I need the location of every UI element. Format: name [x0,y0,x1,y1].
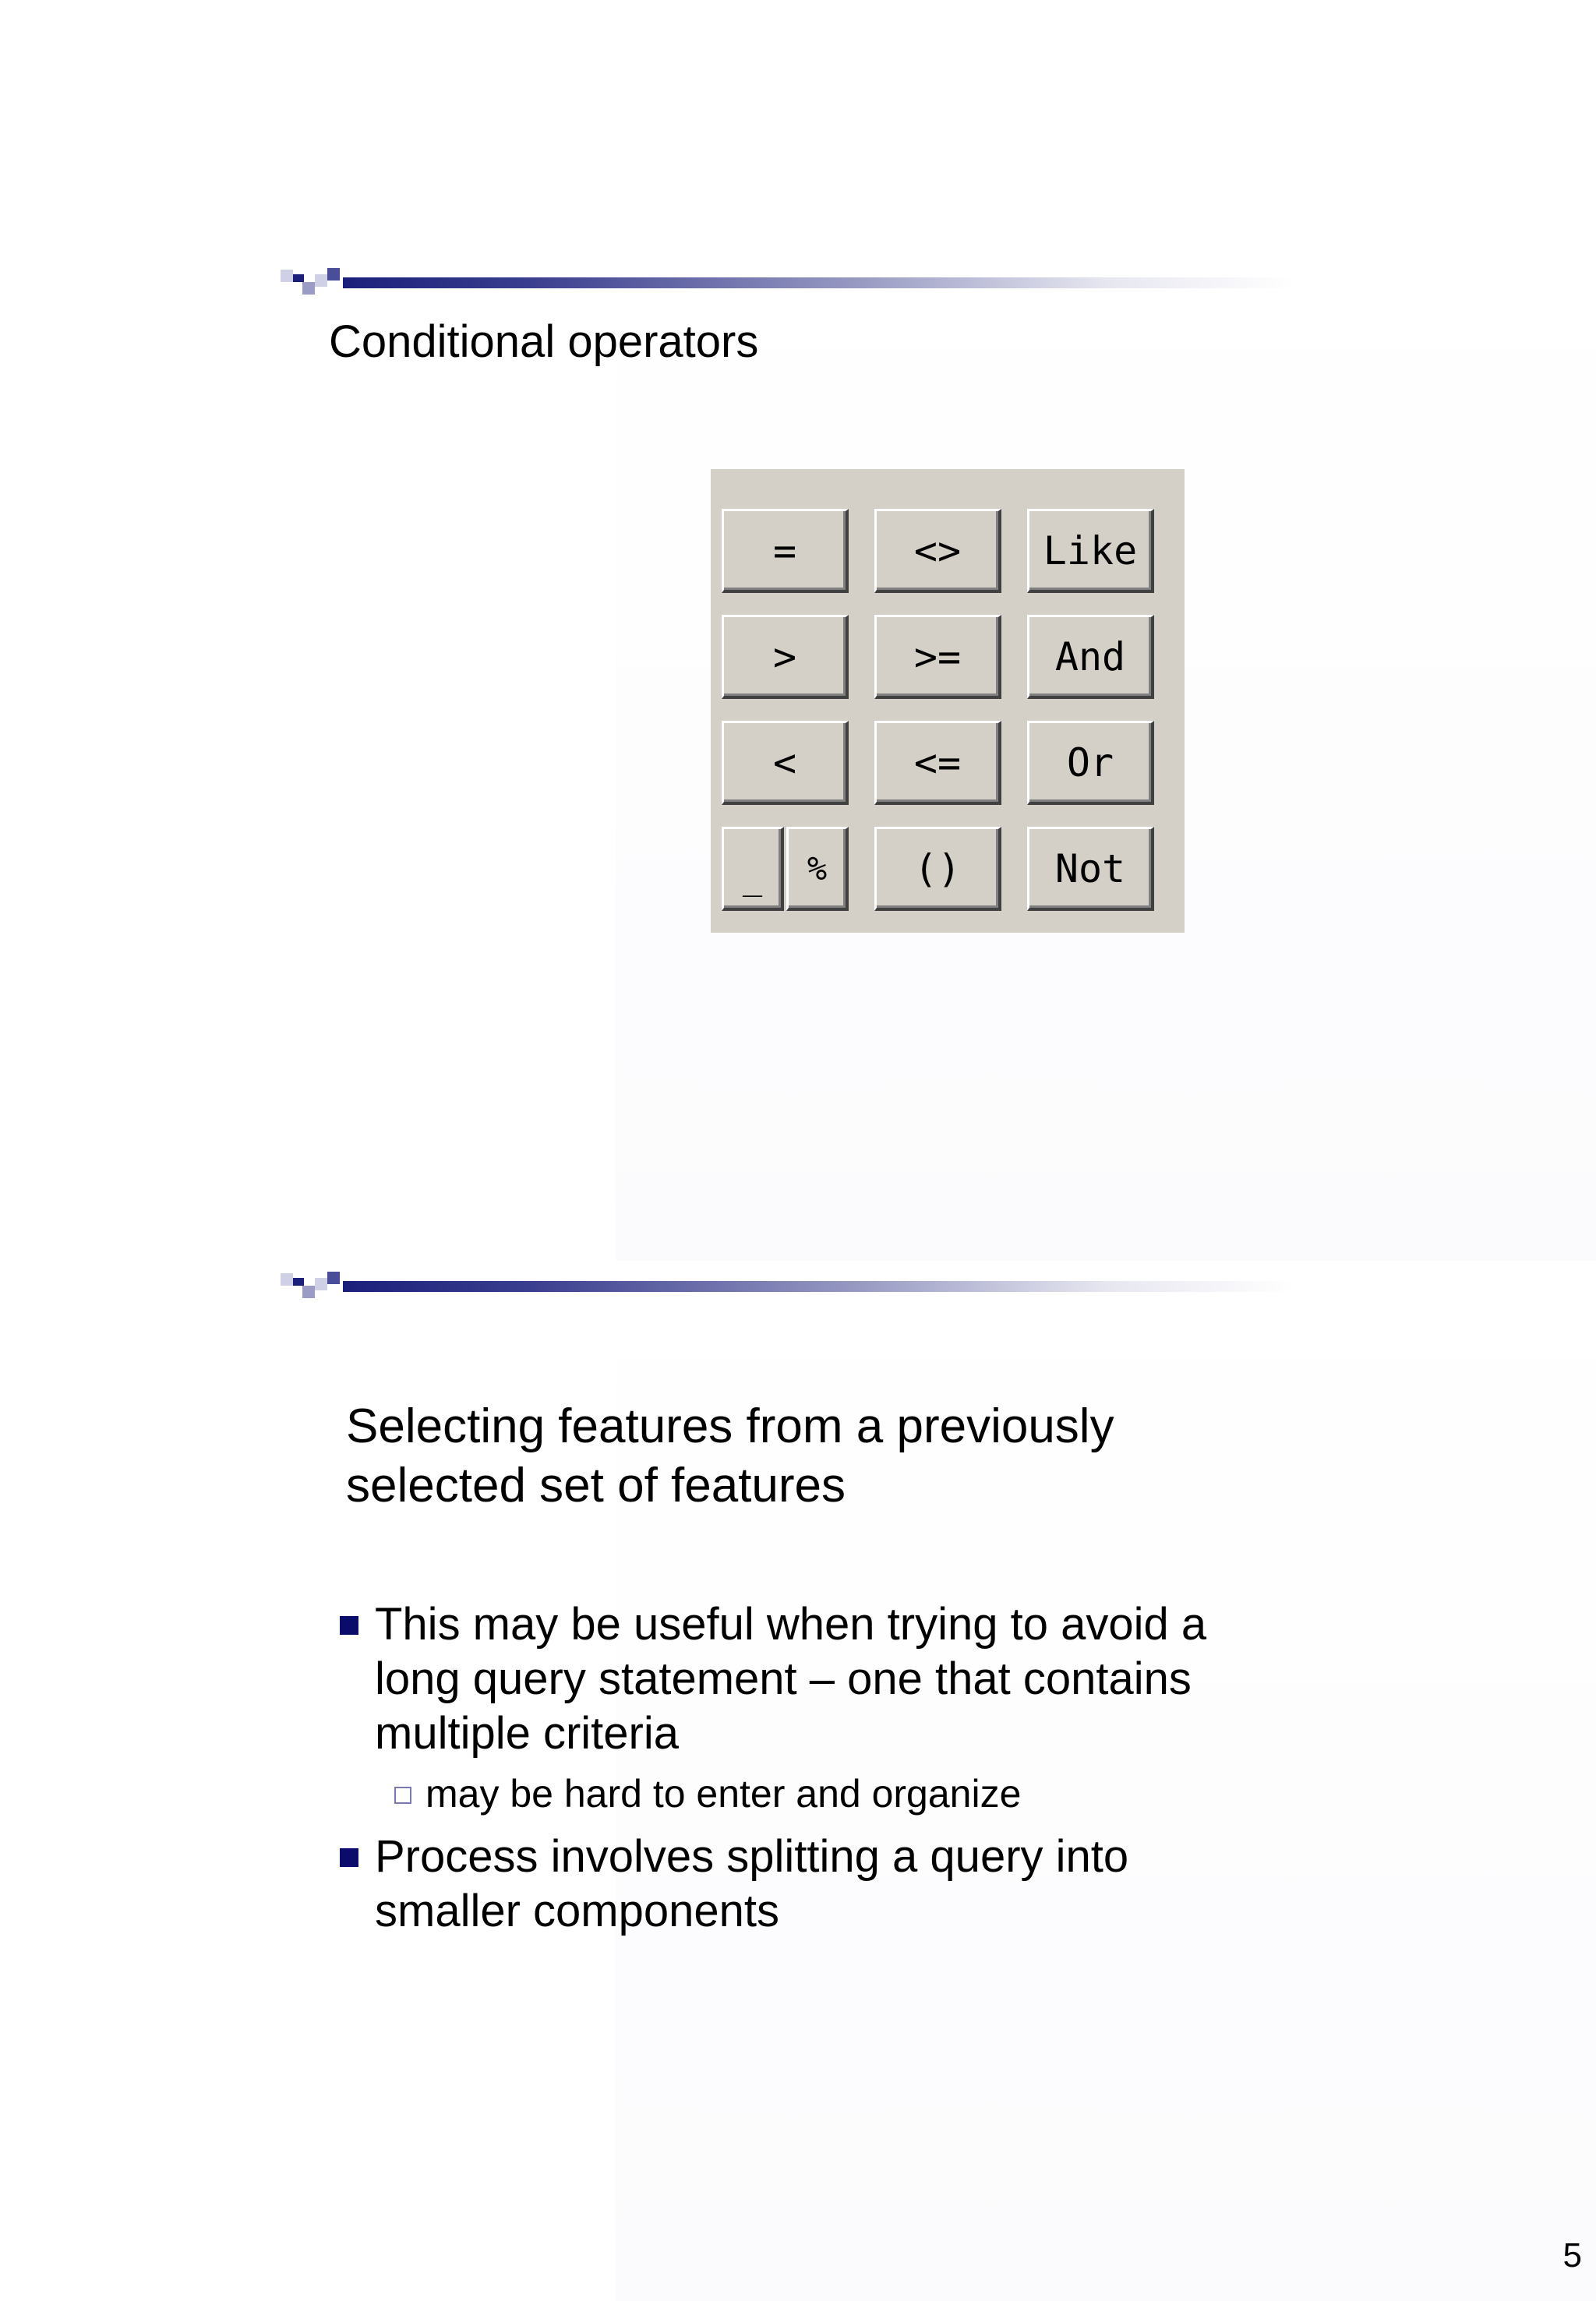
slide-title-line: Selecting features from a previously [346,1399,1114,1453]
header-decoration [281,1267,1294,1298]
square-bullet-icon [340,1848,358,1867]
operator-button-like[interactable]: Like [1027,509,1154,593]
operator-button-percent[interactable]: % [786,827,849,911]
operator-button-or[interactable]: Or [1027,721,1154,805]
decor-square [293,274,304,282]
operator-button-underscore[interactable]: _ [722,827,784,911]
operator-button-not-equal[interactable]: <> [874,509,1001,593]
sub-bullet-item [340,1769,1353,1819]
page-number: 5 [1562,2236,1582,2275]
slide-title-line: selected set of features [346,1459,846,1512]
operator-panel [711,469,1185,933]
decor-square [302,282,315,295]
square-bullet-icon [340,1616,358,1635]
decor-square [327,1272,340,1284]
operator-button-less-equal[interactable]: <= [874,721,1001,805]
decor-square [315,274,327,287]
operator-button-greater-equal[interactable]: >= [874,615,1001,699]
operator-button-less-than[interactable]: < [722,721,849,805]
decor-square [327,268,340,281]
operator-button-not[interactable]: Not [1027,827,1154,911]
hollow-square-bullet-icon [394,1787,411,1804]
operator-button-greater-than[interactable]: > [722,615,849,699]
header-gradient-line [343,277,1294,288]
operator-button-and[interactable]: And [1027,615,1154,699]
bullet-text: This may be useful when trying to avoid a long query statement – one that contains multiple criteria [375,1599,1207,1759]
decor-square [293,1278,304,1286]
decor-square [302,1286,315,1298]
operator-button-parentheses[interactable]: () [874,827,1001,911]
decor-square [281,270,293,282]
slide-title [346,1397,1281,1516]
slide-conditional-operators [281,257,1596,1270]
header-gradient-line [343,1281,1294,1292]
operator-button-equals[interactable]: = [722,509,849,593]
decor-square [281,1273,293,1286]
header-decoration [281,263,1294,295]
decor-square [315,1278,327,1290]
bullet-item [340,1597,1279,1761]
bullet-text: Process involves splitting a query into smaller components [375,1831,1129,1936]
bullet-item [340,1830,1232,1939]
slide-title: Conditional operators [329,316,759,367]
slide-selecting-features [281,1261,1596,2301]
bullet-list [340,1597,1353,1939]
sub-bullet-text: may be hard to enter and organize [425,1772,1022,1816]
